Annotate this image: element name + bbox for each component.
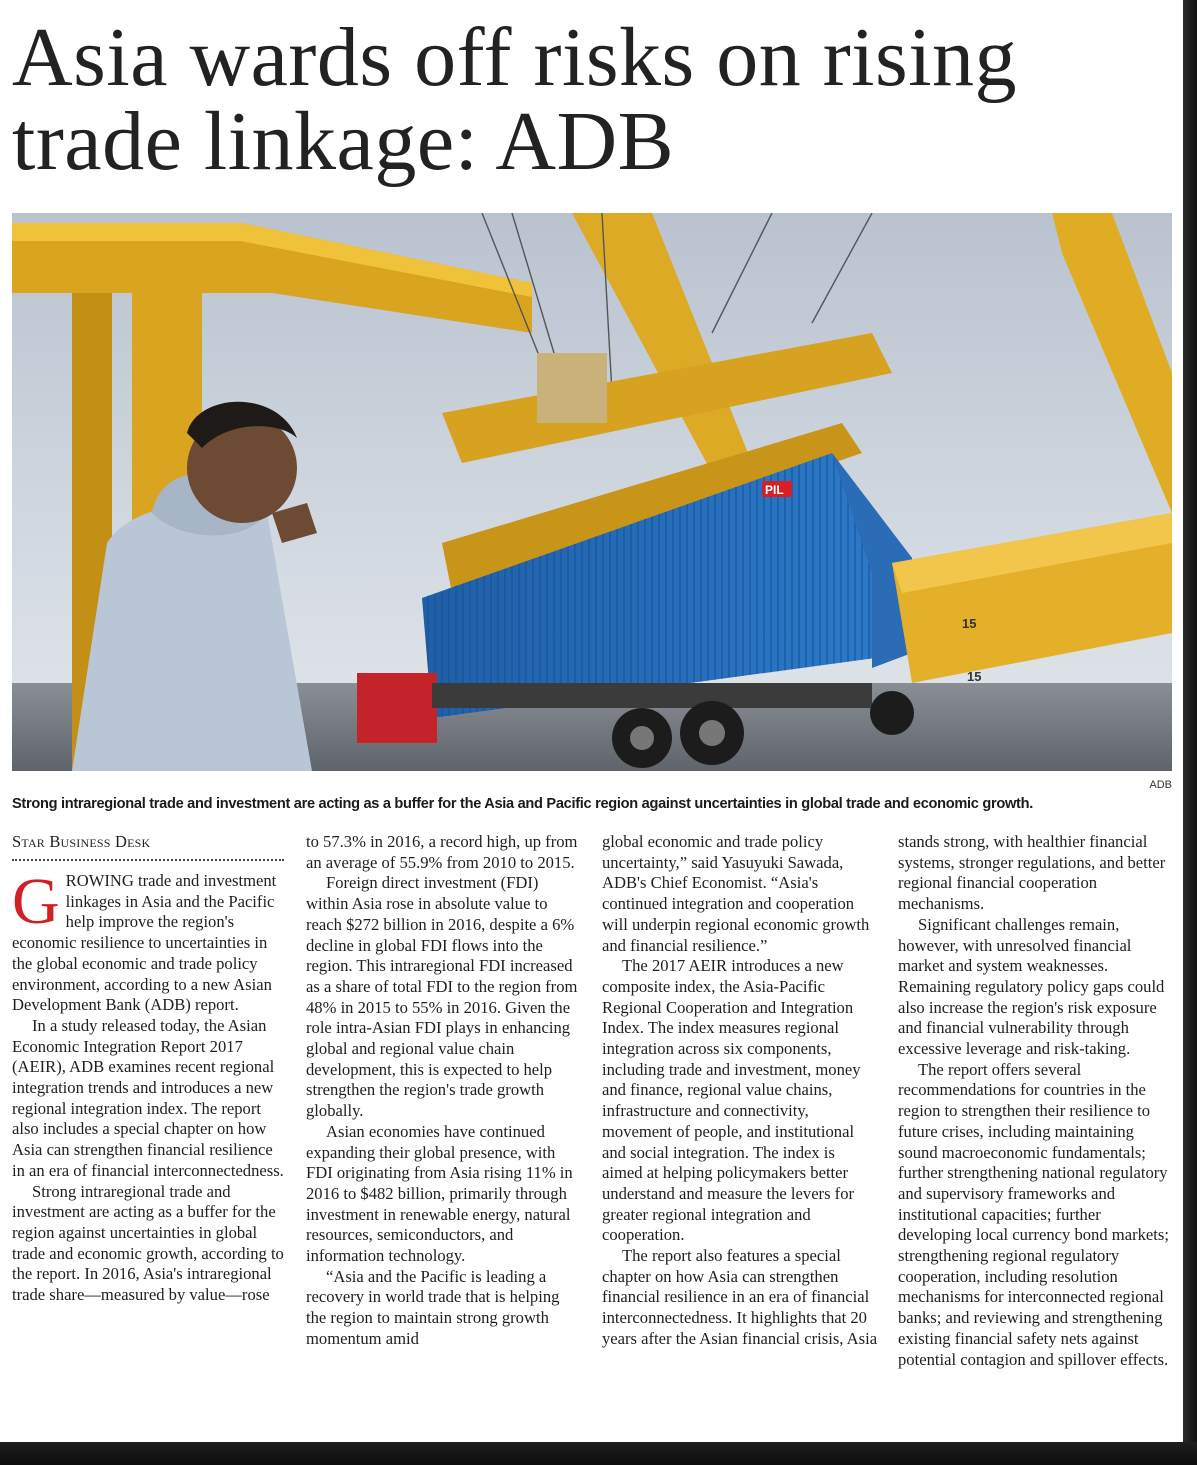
article-paragraph: The 2017 AEIR introduces a new composite index, the Asia-Pacific Regional Cooperation and Integration Index. The index measures regional integration across six components, including trade and investment, money and finance, regional value chains, infrastructure and connectivity, movement of people, and institutional and social integration. The index is aimed at helping policymakers better understand and measure the levers for greater regional integration and cooperation.	[602, 956, 861, 1245]
photo-credit: ADB	[1149, 779, 1172, 791]
byline: Star Business Desk	[12, 832, 151, 851]
article-paragraph: Strong intraregional trade and investment are acting as a buffer for the region against uncertainties in global trade and economic growth, according to the report. In 2016, Asia's intraregional trade share—measured by value—rose	[12, 1181, 284, 1305]
drop-cap: G	[12, 865, 60, 938]
article-column-2	[306, 832, 582, 1442]
article-paragraph: ROWING trade and investment linkages in Asia and the Pacific help improve the region's economic resilience to uncertainties in the global economic and trade policy environment, according to a new Asian Development Bank (ADB) report.	[12, 871, 277, 1015]
headline: Asia wards off risks on rising trade linkage: ADB	[12, 11, 1018, 188]
article-paragraph: global economic and trade policy uncertainty,” said Yasuyuki Sawada, ADB's Chief Economist. “Asia's continued integration and cooperation will underpin regional economic growth and financial resilience.”	[602, 832, 870, 955]
container-brand-label: PIL	[765, 483, 784, 497]
container-marker-2: 15	[967, 669, 982, 684]
article-paragraph: stands strong, with healthier financial systems, stronger regulations, and better regional financial cooperation mechanisms.	[898, 832, 1166, 914]
article-paragraph: The report offers several recommendations for countries in the region to strengthen their resilience to future crises, including maintaining sound macroeconomic fundamentals; further strengthening national regulatory and supervisory frameworks and institutional capacities; further developing local currency bond markets; strengthening regional regulatory cooperation, including resolution mechanisms for interconnected regional banks; and reviewing and strengthening existing financial safety nets against potential contagion and spillover effects.	[898, 1059, 1169, 1369]
article-paragraph: Asian economies have continued expanding their global presence, with FDI originating from Asia rising 11% in 2016 to $482 billion, primarily through investment in renewable energy, natural resources, semiconductors, and information technology.	[306, 1121, 573, 1266]
page-edge-shadow-right	[1183, 0, 1197, 1465]
container-marker-1: 15	[962, 616, 977, 631]
article-column-3	[602, 832, 878, 1442]
article-paragraph: In a study released today, the Asian Economic Integration Report 2017 (AEIR), ADB examines recent regional integration trends and introduces a new regional integration index. The report also includes a special chapter on how Asia can strengthen financial resilience in an era of financial interconnectedness.	[12, 1015, 284, 1180]
article-paragraph: to 57.3% in 2016, a record high, up from an average of 55.9% from 2010 to 2015.	[306, 832, 578, 872]
article-paragraph: The report also features a special chapter on how Asia can strengthen financial resilience in an era of financial interconnectedness. It highlights that 20 years after the Asian financial crisis, Asia	[602, 1246, 878, 1348]
byline-divider	[12, 859, 284, 861]
article-paragraph: Foreign direct investment (FDI) within Asia rose in absolute value to reach $272 billion in 2016, despite a 6% decline in global FDI flows into the region. This intraregional FDI increased as a share of total FDI to the region from 48% in 2015 to 55% in 2016. Given the role intra-Asian FDI plays in enhancing global and regional value chain development, this is expected to help strengthen the region's trade growth globally.	[306, 873, 578, 1121]
article-column-4	[898, 832, 1173, 1442]
article-column-1	[12, 832, 284, 1442]
article-paragraph: “Asia and the Pacific is leading a recovery in world trade that is helping the region to maintain strong growth momentum amid	[306, 1266, 560, 1348]
page-edge-shadow-bottom	[0, 1442, 1197, 1465]
article-paragraph: Significant challenges remain, however, with unresolved financial market and system weaknesses. Remaining regulatory policy gaps could also increase the region's risk exposure and financial vulnerability through excessive leverage and risk-taking.	[898, 914, 1165, 1059]
news-photo-port-crane	[12, 213, 1172, 771]
photo-caption: Strong intraregional trade and investment are acting as a buffer for the Asia and Pacific region against uncertainties in global trade and economic growth.	[12, 796, 1033, 812]
